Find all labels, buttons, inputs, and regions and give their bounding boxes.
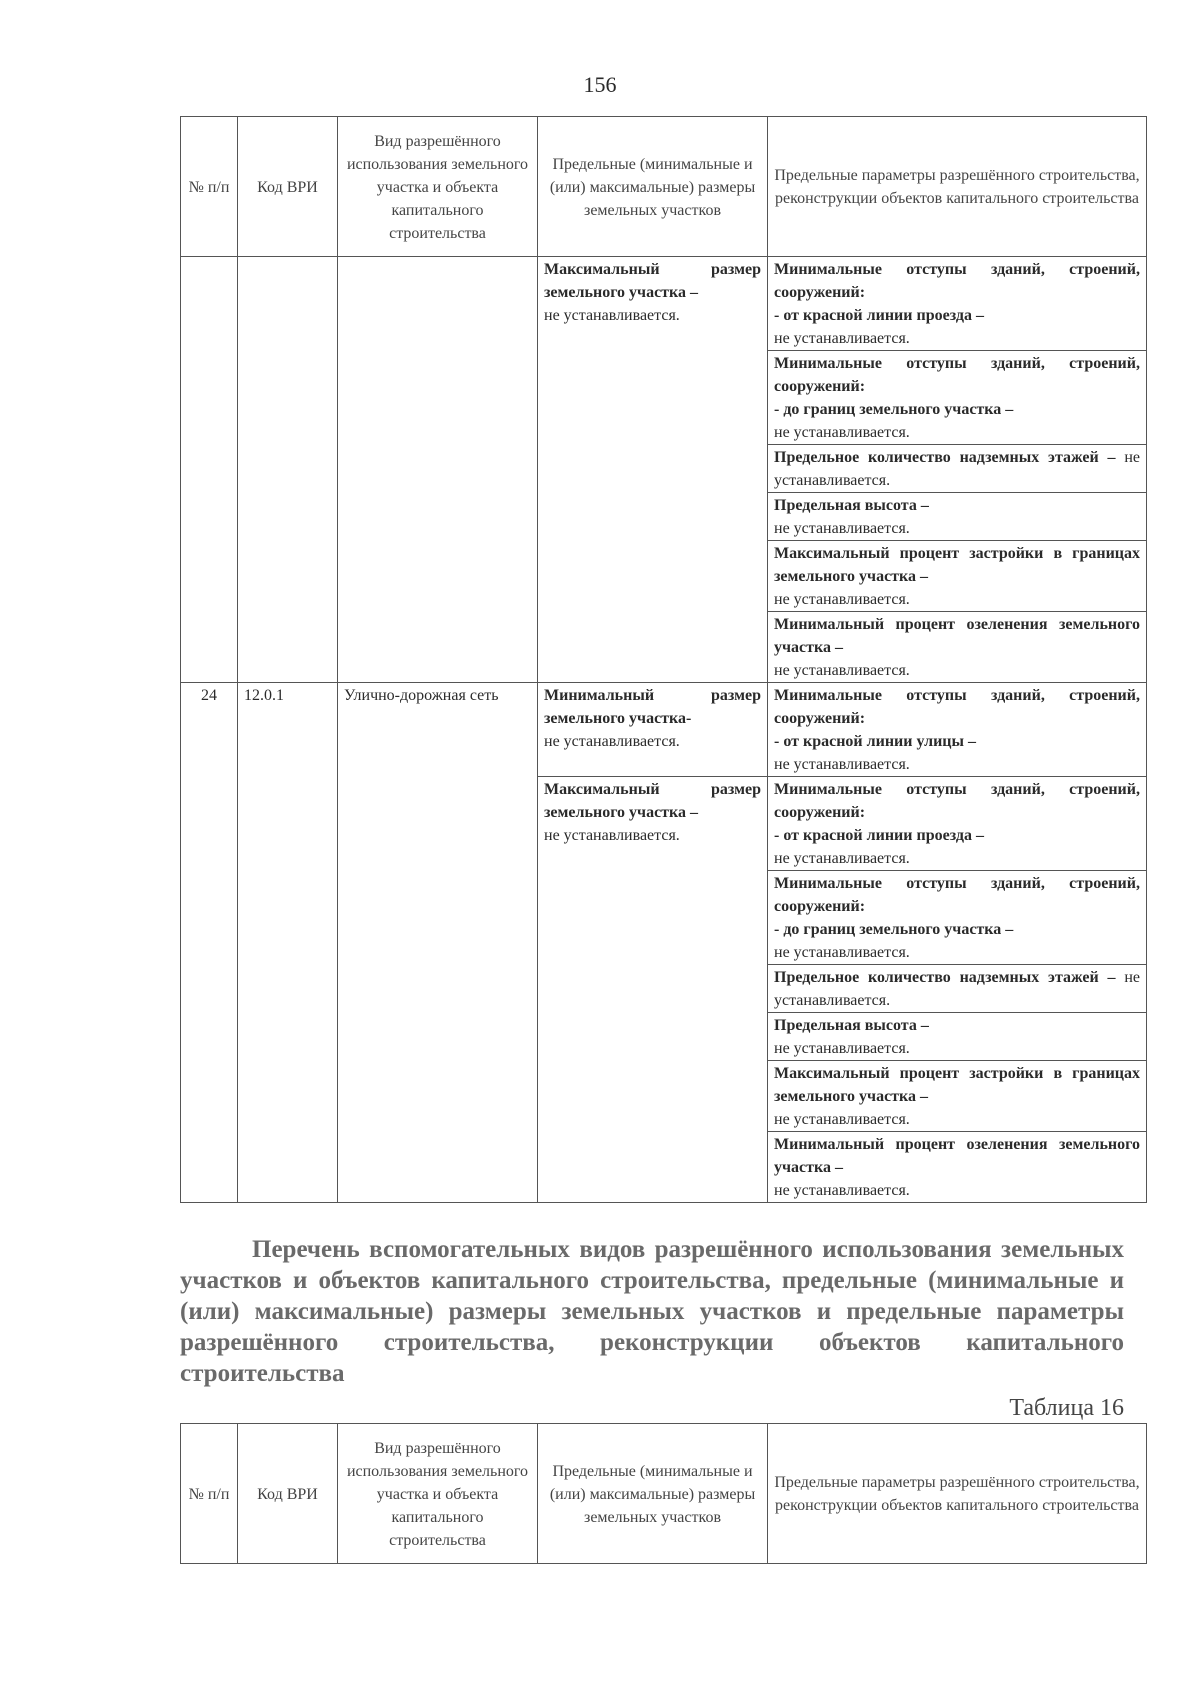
param-value: не устанавливается. [774, 662, 910, 679]
size-value: не устанавливается. [544, 733, 680, 750]
header-use: Вид разрешённого использования земельного участка и объекта капитального строительства [338, 1424, 538, 1564]
param-title: Предельная высота – [774, 1017, 929, 1034]
param-value: не устанавливается. [774, 591, 910, 608]
param-cell [768, 351, 1147, 445]
header-row [181, 117, 1147, 257]
cell-num: 24 [181, 683, 238, 1203]
second-table [180, 1423, 1147, 1564]
param-cell [768, 257, 1147, 351]
cell-num-empty [181, 257, 238, 683]
param-title: Минимальный процент озеленения земельного участка – [774, 616, 1140, 656]
param-value: не устанавливается. [774, 330, 910, 347]
header-code: Код ВРИ [238, 117, 338, 257]
section-caption: Перечень вспомогательных видов разрешённого использования земельных участков и объектов капитального строительства, предельные (минимальные и (или) максимальные) размеры земельных участков и предельные параметры разрешённого строительства, реконструкции объектов капитального строительства [180, 1236, 1124, 1387]
param-title: Минимальные отступы зданий, строений, сооружений: [774, 875, 1140, 915]
param-title: Максимальный процент застройки в границах земельного участка – [774, 545, 1140, 585]
param-cell [768, 493, 1147, 541]
size-title: Максимальный размер земельного участка – [544, 261, 761, 301]
param-cell [768, 541, 1147, 612]
table-label: Таблица 16 [1009, 1395, 1124, 1421]
param-detail: - до границ земельного участка – [774, 921, 1014, 938]
param-detail: - от красной линии проезда – [774, 827, 984, 844]
param-cell [768, 683, 1147, 777]
param-title: Предельное количество надземных этажей – [774, 969, 1116, 986]
param-value: не устанавливается. [774, 944, 910, 961]
param-value: не устанавливается. [774, 1182, 910, 1199]
table-row [181, 257, 1147, 351]
cell-size-max [538, 257, 768, 683]
header-params: Предельные параметры разрешённого строительства, реконструкции объектов капитального строительства [768, 1424, 1147, 1564]
param-title: Минимальные отступы зданий, строений, сооружений: [774, 687, 1140, 727]
cell-use-empty [338, 257, 538, 683]
main-table [180, 116, 1147, 1203]
param-detail: - до границ земельного участка – [774, 401, 1014, 418]
param-value: не устанавливается. [774, 756, 910, 773]
param-title: Предельное количество надземных этажей – [774, 449, 1116, 466]
param-cell [768, 445, 1147, 493]
param-value: не устанавливается. [774, 1111, 910, 1128]
cell-size-max [538, 777, 768, 1203]
size-value: не устанавливается. [544, 827, 680, 844]
param-title: Предельная высота – [774, 497, 929, 514]
param-value: не устанавливается. [774, 520, 910, 537]
header-use: Вид разрешённого использования земельного участка и объекта капитального строительства [338, 117, 538, 257]
param-cell [768, 777, 1147, 871]
header-size: Предельные (минимальные и (или) максимальные) размеры земельных участков [538, 117, 768, 257]
param-value: не устанавливается. [774, 424, 910, 441]
param-title: Минимальные отступы зданий, строений, сооружений: [774, 355, 1140, 395]
param-cell [768, 1013, 1147, 1061]
header-num: № п/п [181, 1424, 238, 1564]
param-value: не устанавливается. [774, 1040, 910, 1057]
size-title: Минимальный размер земельного участка- [544, 687, 761, 727]
param-value: не устанавливается. [774, 850, 910, 867]
param-title: Минимальный процент озеленения земельного участка – [774, 1136, 1140, 1176]
param-title: Минимальные отступы зданий, строений, сооружений: [774, 781, 1140, 821]
cell-code-empty [238, 257, 338, 683]
size-value: не устанавливается. [544, 307, 680, 324]
table-row [181, 683, 1147, 777]
param-cell [768, 965, 1147, 1013]
param-detail: - от красной линии улицы – [774, 733, 976, 750]
param-cell [768, 871, 1147, 965]
header-code: Код ВРИ [238, 1424, 338, 1564]
param-value: не устанавливается. [774, 449, 1141, 489]
page-number: 156 [583, 72, 617, 97]
param-detail: - от красной линии проезда – [774, 307, 984, 324]
cell-code: 12.0.1 [238, 683, 338, 1203]
param-value: не устанавливается. [774, 969, 1141, 1009]
param-cell [768, 1132, 1147, 1203]
header-num: № п/п [181, 117, 238, 257]
cell-use: Улично-дорожная сеть [338, 683, 538, 1203]
header-params: Предельные параметры разрешённого строительства, реконструкции объектов капитального строительства [768, 117, 1147, 257]
size-title: Максимальный размер земельного участка – [544, 781, 761, 821]
param-cell [768, 612, 1147, 683]
param-title: Минимальные отступы зданий, строений, сооружений: [774, 261, 1140, 301]
cell-size-min [538, 683, 768, 777]
param-cell [768, 1061, 1147, 1132]
param-title: Максимальный процент застройки в границах земельного участка – [774, 1065, 1140, 1105]
header-size: Предельные (минимальные и (или) максимальные) размеры земельных участков [538, 1424, 768, 1564]
header-row [181, 1424, 1147, 1564]
